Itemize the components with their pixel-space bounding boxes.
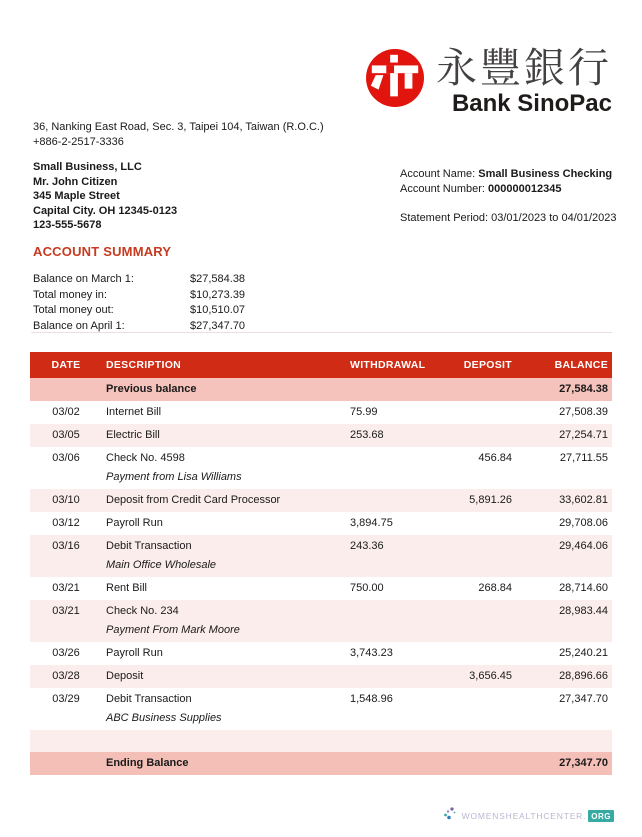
previous-balance-label: Previous balance <box>106 383 197 395</box>
ending-balance-value: 27,347.70 <box>559 757 608 769</box>
transaction-row <box>30 535 612 577</box>
transaction-balance: 25,240.21 <box>559 647 608 659</box>
customer-address-line: 123-555-5678 <box>33 219 102 231</box>
transaction-row <box>30 665 612 688</box>
column-header-deposit: DEPOSIT <box>442 352 524 378</box>
transaction-withdrawal <box>347 447 442 489</box>
customer-address <box>33 160 177 233</box>
customer-address-line: Capital City. OH 12345-0123 <box>33 204 178 217</box>
transaction-date: 03/06 <box>52 452 80 464</box>
transaction-note: Payment from Lisa Williams <box>106 471 242 483</box>
summary-label: Total money in: <box>33 288 107 301</box>
transaction-description: Electric Bill <box>106 429 160 441</box>
transaction-date: 03/02 <box>52 406 80 418</box>
statement-period <box>400 211 617 226</box>
transaction-description: Check No. 4598 <box>106 452 185 464</box>
transaction-date: 03/29 <box>52 693 80 705</box>
transaction-withdrawal: 3,894.75 <box>350 517 393 529</box>
transaction-row <box>30 447 612 489</box>
transaction-description: Internet Bill <box>106 406 162 418</box>
account-info <box>400 167 617 226</box>
customer-address-line: 345 Maple Street <box>33 190 120 202</box>
bank-logo-text <box>436 45 612 117</box>
sinopac-emblem-icon <box>366 49 424 107</box>
summary-label: Balance on March 1: <box>33 273 134 285</box>
transaction-balance: 27,508.39 <box>559 406 608 418</box>
transaction-date: 03/05 <box>52 429 80 441</box>
account-number <box>400 182 617 197</box>
previous-balance-row <box>30 378 612 401</box>
transaction-row <box>30 489 612 512</box>
transaction-deposit: 456.84 <box>478 452 512 464</box>
transaction-deposit <box>442 401 524 424</box>
summary-value: $10,273.39 <box>190 288 246 301</box>
transaction-date: 03/10 <box>52 494 80 506</box>
summary-value: $27,584.38 <box>190 273 246 285</box>
summary-row <box>33 303 612 319</box>
transactions-table <box>30 352 612 775</box>
transaction-row <box>30 688 612 730</box>
account-number-label: Account Number: <box>400 183 485 195</box>
transaction-withdrawal: 1,548.96 <box>350 693 393 705</box>
summary-value: $27,347.70 <box>190 319 246 332</box>
account-summary <box>33 244 612 334</box>
transaction-row <box>30 401 612 424</box>
customer-address-line: Mr. John Citizen <box>33 175 118 188</box>
transaction-withdrawal: 253.68 <box>350 429 384 441</box>
bank-address-line: +886-2-2517-3336 <box>33 136 124 148</box>
transaction-date: 03/16 <box>52 540 80 552</box>
statement-period-label: Statement Period: <box>400 212 489 224</box>
account-name-value: Small Business Checking <box>478 168 613 180</box>
transaction-date: 03/28 <box>52 670 80 682</box>
transaction-withdrawal <box>347 600 442 642</box>
transaction-date: 03/12 <box>52 517 80 529</box>
transaction-note: Payment From Mark Moore <box>106 624 240 636</box>
transaction-withdrawal <box>347 489 442 512</box>
transaction-deposit <box>442 688 524 730</box>
transaction-balance: 28,896.66 <box>559 670 608 682</box>
transaction-balance: 27,254.71 <box>559 429 608 441</box>
customer-address-line: Small Business, LLC <box>33 161 142 173</box>
transaction-note: ABC Business Supplies <box>106 712 222 724</box>
column-header-date: DATE <box>30 352 102 378</box>
ending-balance-row <box>30 752 612 775</box>
transaction-row <box>30 642 612 665</box>
transaction-description: Check No. 234 <box>106 605 179 617</box>
table-spacer-row <box>30 730 612 752</box>
account-name-label: Account Name: <box>400 168 476 180</box>
transaction-row <box>30 512 612 535</box>
transaction-description: Payroll Run <box>106 517 163 529</box>
transaction-description: Deposit from Credit Card Processor <box>106 494 281 506</box>
transaction-balance: 27,711.55 <box>559 452 608 464</box>
transaction-balance: 29,464.06 <box>559 540 608 552</box>
transaction-date: 03/26 <box>52 647 80 659</box>
transaction-withdrawal: 243.36 <box>350 540 384 552</box>
summary-row <box>33 272 612 288</box>
bank-logo <box>366 45 612 117</box>
transaction-date: 03/21 <box>52 582 80 594</box>
transaction-description: Rent Bill <box>106 582 147 594</box>
transaction-description: Deposit <box>106 670 144 682</box>
transaction-deposit: 268.84 <box>478 582 512 594</box>
transaction-balance: 29,708.06 <box>559 517 608 529</box>
transaction-withdrawal <box>347 665 442 688</box>
transaction-description: Payroll Run <box>106 647 163 659</box>
transactions-table-header <box>30 352 612 378</box>
transaction-withdrawal: 3,743.23 <box>350 647 393 659</box>
transaction-description: Debit Transaction <box>106 540 192 552</box>
transaction-balance: 28,714.60 <box>559 582 608 594</box>
watermark-dots-icon <box>442 807 460 821</box>
transaction-note: Main Office Wholesale <box>106 559 217 571</box>
transaction-date: 03/21 <box>52 605 80 617</box>
account-summary-title: ACCOUNT SUMMARY <box>33 244 172 259</box>
statement-period-value: 03/01/2023 to 04/01/2023 <box>491 212 617 224</box>
summary-divider <box>31 332 612 333</box>
transaction-deposit: 3,656.45 <box>469 670 512 682</box>
transaction-deposit <box>442 600 524 642</box>
transaction-withdrawal: 75.99 <box>350 406 378 418</box>
site-watermark <box>442 807 614 825</box>
transaction-row <box>30 577 612 600</box>
watermark-site-text: WOMENSHEALTHCENTER. <box>461 811 587 821</box>
transaction-balance: 28,983.44 <box>559 605 608 617</box>
watermark-tld-badge: ORG <box>588 810 614 822</box>
transaction-row <box>30 424 612 447</box>
column-header-description: DESCRIPTION <box>102 352 347 378</box>
ending-balance-label: Ending Balance <box>106 757 189 769</box>
bank-address-line: 36, Nanking East Road, Sec. 3, Taipei 104, Taiwan (R.O.C.) <box>33 121 324 133</box>
transaction-balance: 33,602.81 <box>559 494 608 506</box>
bank-name-english: Bank SinoPac <box>451 90 612 117</box>
summary-value: $10,510.07 <box>190 304 246 316</box>
transaction-deposit: 5,891.26 <box>469 494 512 506</box>
previous-balance-value: 27,584.38 <box>559 383 608 395</box>
transaction-deposit <box>442 642 524 665</box>
transaction-description: Debit Transaction <box>106 693 192 705</box>
summary-label: Balance on April 1: <box>33 319 125 332</box>
bank-address <box>33 120 324 150</box>
summary-label: Total money out: <box>33 304 114 316</box>
transaction-deposit <box>442 512 524 535</box>
transaction-row <box>30 600 612 642</box>
account-name <box>400 167 617 182</box>
bank-name-chinese: 永豐銀行 <box>436 45 612 91</box>
column-header-balance: BALANCE <box>524 352 612 378</box>
column-header-withdrawal: WITHDRAWAL <box>347 352 442 378</box>
transaction-deposit <box>442 535 524 577</box>
summary-row <box>33 288 612 304</box>
transaction-deposit <box>442 424 524 447</box>
transaction-withdrawal: 750.00 <box>350 582 384 594</box>
transaction-balance: 27,347.70 <box>559 693 608 705</box>
account-number-value: 000000012345 <box>488 183 562 195</box>
